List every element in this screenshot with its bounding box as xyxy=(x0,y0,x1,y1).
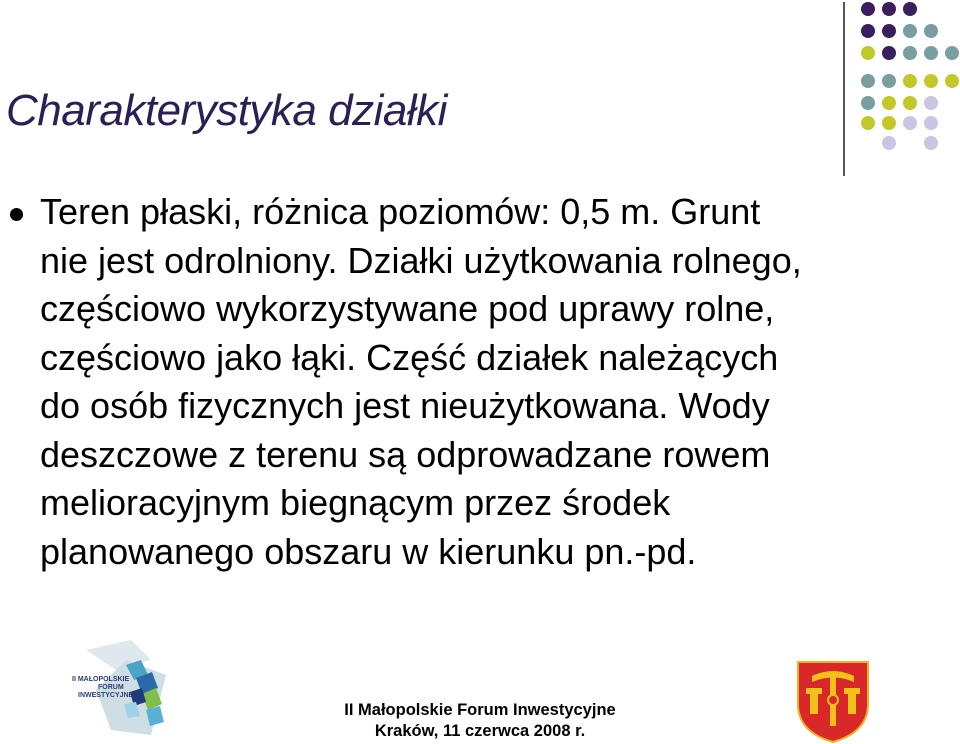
body-line: do osób fizycznych jest nieużytkowana. Wody xyxy=(40,385,770,426)
body-line: planowanego obszaru w kierunku pn.-pd. xyxy=(40,530,697,572)
footer xyxy=(280,700,680,742)
logo-text-line: INWESTYCYJNE xyxy=(78,692,134,699)
logo-text-line: II MAŁOPOLSKIE xyxy=(72,676,130,683)
body-line: częściowo wykorzystywane pod uprawy rolne, xyxy=(40,288,775,329)
body-line: częściowo jako łąki. Część działek należących xyxy=(40,336,779,378)
body-line: nie jest odrolniony. Działki użytkowania rolnego, xyxy=(40,239,802,281)
decorative-dots-icon xyxy=(0,0,960,180)
forum-logo-icon xyxy=(56,630,174,740)
slide-title: Charakterystyka działki xyxy=(6,86,447,135)
footer-line-1: II Małopolskie Forum Inwestycyjne xyxy=(344,701,616,719)
logo-text-line: FORUM xyxy=(98,684,124,691)
bullet-icon xyxy=(10,208,23,221)
body-line: melioracyjnym biegnącym przez środek xyxy=(40,482,671,523)
body-line: deszczowe z terenu są odprowadzane rowem xyxy=(40,433,771,475)
coat-of-arms-icon xyxy=(794,660,872,744)
body-paragraph xyxy=(40,188,940,576)
body-line: Teren płaski, różnica poziomów: 0,5 m. Grunt xyxy=(40,191,761,232)
footer-line-2: Kraków, 11 czerwca 2008 r. xyxy=(374,722,586,740)
